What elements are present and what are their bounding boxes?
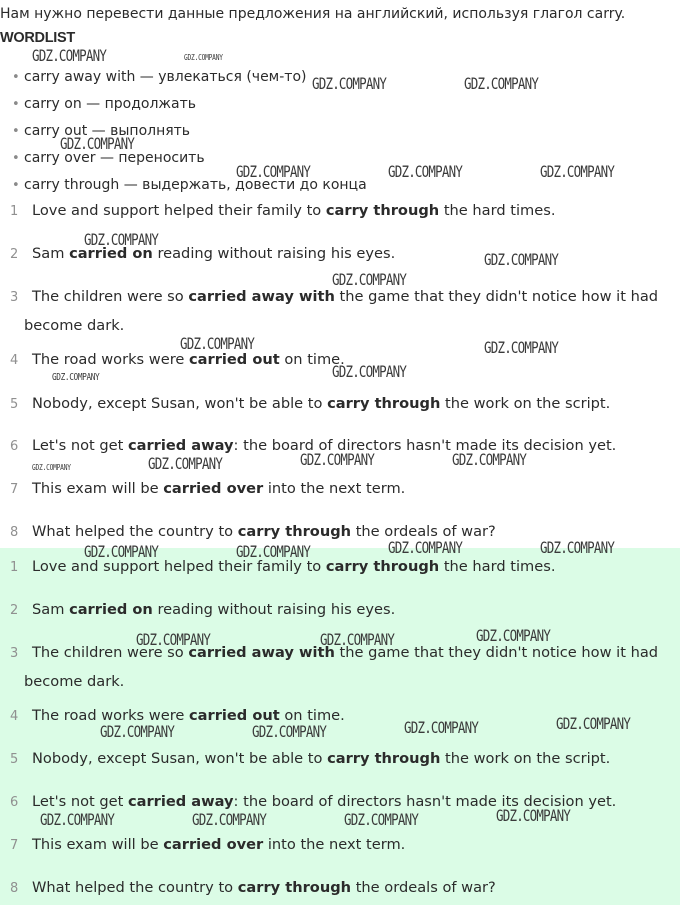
sentence-number: 4 — [10, 709, 19, 724]
watermark: GDZ.COMPANY — [476, 626, 551, 645]
sentence-number: 2 — [10, 603, 19, 618]
sentence-verb: carried on — [69, 245, 153, 262]
watermark: GDZ.COMPANY — [84, 542, 159, 561]
watermark: GDZ.COMPANY — [84, 230, 159, 249]
sentence-text: the ordeals of war? — [351, 879, 496, 896]
watermark: GDZ.COMPANY — [32, 463, 71, 472]
sentence-verb: carried away with — [188, 288, 335, 305]
sentence-text: the work on the script. — [440, 395, 611, 412]
watermark: GDZ.COMPANY — [252, 722, 327, 741]
sentence-text: What helped the country to — [32, 879, 238, 896]
sentence-text: : the board of directors hasn't made its decision yet. — [233, 793, 617, 810]
sentence-text: Let's not get — [32, 793, 128, 810]
sentence-item — [10, 639, 670, 696]
sentence-item — [10, 283, 670, 340]
sentence-text: the work on the script. — [440, 750, 611, 767]
sentence-text: Love and support helped their family to — [32, 202, 326, 219]
sentence-item — [10, 197, 670, 226]
sentence-verb: carry through — [327, 395, 441, 412]
wordlist-item — [12, 149, 205, 168]
sentence-number: 3 — [10, 290, 19, 305]
watermark: GDZ.COMPANY — [136, 630, 211, 649]
sentence-verb: carry through — [325, 558, 440, 575]
sentence-item — [10, 346, 670, 375]
watermark: GDZ.COMPANY — [180, 334, 255, 353]
watermark: GDZ.COMPANY — [452, 450, 527, 469]
bullet-icon: • — [12, 151, 20, 166]
sentence-text: Sam — [32, 245, 70, 262]
bullet-icon: • — [12, 70, 20, 85]
sentence-verb: carried away with — [188, 644, 335, 661]
wordlist-item — [12, 122, 190, 141]
watermark: GDZ.COMPANY — [40, 810, 115, 829]
watermark: GDZ.COMPANY — [60, 134, 135, 153]
sentence-item — [10, 788, 670, 817]
watermark: GDZ.COMPANY — [540, 538, 615, 557]
sentence-item — [10, 475, 670, 504]
watermark: GDZ.COMPANY — [320, 630, 395, 649]
sentence-text: reading without raising his eyes. — [152, 245, 396, 262]
wordlist-item — [12, 68, 306, 87]
sentence-verb: carry through — [327, 750, 441, 767]
sentence-verb: carried away — [127, 437, 234, 454]
watermark: GDZ.COMPANY — [148, 454, 223, 473]
sentence-verb: carried out — [189, 351, 280, 368]
sentence-number: 6 — [10, 439, 19, 454]
sentence-number: 7 — [10, 482, 19, 497]
sentence-text: This exam will be — [32, 836, 164, 853]
watermark: GDZ.COMPANY — [484, 250, 559, 269]
sentence-text: The road works were — [32, 707, 190, 724]
sentence-verb: carried out — [189, 707, 280, 724]
sentence-number: 2 — [10, 247, 19, 262]
watermark: GDZ.COMPANY — [236, 162, 311, 181]
watermark: GDZ.COMPANY — [332, 362, 407, 381]
wordlist-item-text: carry out — выполнять — [24, 123, 191, 139]
watermark: GDZ.COMPANY — [332, 270, 407, 289]
sentence-number: 8 — [10, 525, 19, 540]
sentence-verb: carry through — [237, 523, 352, 540]
sentence-verb: carry through — [325, 202, 440, 219]
watermark: GDZ.COMPANY — [312, 74, 387, 93]
sentence-text: The road works were — [32, 351, 190, 368]
sentence-item — [10, 874, 670, 903]
sentence-text: This exam will be — [32, 480, 164, 497]
sentence-verb: carried on — [69, 601, 153, 618]
sentence-verb: carried over — [163, 836, 264, 853]
wordlist-item — [12, 176, 367, 195]
watermark: GDZ.COMPANY — [184, 53, 223, 62]
sentence-item — [10, 596, 670, 625]
wordlist-item-text: carry away with — увлекаться (чем-то) — [24, 69, 307, 85]
sentence-number: 7 — [10, 838, 19, 853]
sentence-continuation: become dark. — [24, 673, 125, 690]
sentence-text: Let's not get — [32, 437, 128, 454]
bullet-icon: • — [12, 178, 20, 193]
wordlist-item — [12, 95, 196, 114]
watermark: GDZ.COMPANY — [388, 538, 463, 557]
sentence-text: into the next term. — [263, 836, 406, 853]
sentence-text: the hard times. — [439, 558, 556, 575]
sentence-verb: carried over — [163, 480, 264, 497]
sentence-number: 5 — [10, 397, 19, 412]
sentence-text: The children were so — [32, 288, 189, 305]
sentence-item — [10, 745, 670, 774]
sentence-text: the game that they didn't notice how it had — [334, 288, 659, 305]
sentence-number: 1 — [10, 560, 19, 575]
sentence-item — [10, 240, 670, 269]
sentence-verb: carried away — [127, 793, 234, 810]
sentence-number: 8 — [10, 881, 19, 896]
watermark: GDZ.COMPANY — [540, 162, 615, 181]
sentence-text: into the next term. — [263, 480, 406, 497]
watermark: GDZ.COMPANY — [388, 162, 463, 181]
sentence-verb: carry through — [237, 879, 352, 896]
sentence-item — [10, 518, 670, 547]
sentence-item — [10, 390, 670, 419]
watermark: GDZ.COMPANY — [32, 46, 107, 65]
sentence-text: Nobody, except Susan, won't be able to — [32, 750, 328, 767]
sentence-text: The children were so — [32, 644, 189, 661]
watermark: GDZ.COMPANY — [52, 372, 100, 383]
wordlist-item-text: carry over — переносить — [24, 150, 205, 166]
sentence-text: What helped the country to — [32, 523, 238, 540]
sentence-number: 1 — [10, 204, 19, 219]
sentence-text: reading without raising his eyes. — [152, 601, 396, 618]
sentence-text: the game that they didn't notice how it had — [334, 644, 659, 661]
sentence-text: on time. — [279, 707, 345, 724]
sentence-number: 5 — [10, 752, 19, 767]
watermark: GDZ.COMPANY — [300, 450, 375, 469]
wordlist-item-text: carry on — продолжать — [24, 96, 197, 112]
sentence-item — [10, 432, 670, 461]
watermark: GDZ.COMPANY — [100, 722, 175, 741]
watermark: GDZ.COMPANY — [404, 718, 479, 737]
sentence-number: 4 — [10, 353, 19, 368]
watermark: GDZ.COMPANY — [192, 810, 267, 829]
bullet-icon: • — [12, 97, 20, 112]
sentence-continuation: become dark. — [24, 317, 125, 334]
sentence-number: 3 — [10, 646, 19, 661]
sentence-text: on time. — [279, 351, 345, 368]
sentence-text: : the board of directors hasn't made its decision yet. — [233, 437, 617, 454]
sentence-item — [10, 831, 670, 860]
intro-text: Нам нужно перевести данные предложения на английский, используя глагол carry. — [0, 6, 626, 22]
watermark: GDZ.COMPANY — [556, 714, 631, 733]
watermark: GDZ.COMPANY — [344, 810, 419, 829]
sentence-text: the hard times. — [439, 202, 556, 219]
sentence-item — [10, 702, 670, 731]
watermark: GDZ.COMPANY — [496, 806, 571, 825]
sentence-text: Sam — [32, 601, 70, 618]
sentence-text: Nobody, except Susan, won't be able to — [32, 395, 328, 412]
sentence-text: the ordeals of war? — [351, 523, 496, 540]
wordlist-item-text: carry through — выдержать, довести до конца — [24, 177, 367, 193]
watermark: GDZ.COMPANY — [464, 74, 539, 93]
watermark: GDZ.COMPANY — [484, 338, 559, 357]
sentence-item — [10, 553, 670, 582]
sentence-number: 6 — [10, 795, 19, 810]
bullet-icon: • — [12, 124, 20, 139]
watermark: GDZ.COMPANY — [236, 542, 311, 561]
wordlist-title: WORDLIST — [0, 30, 75, 46]
sentence-text: Love and support helped their family to — [32, 558, 326, 575]
